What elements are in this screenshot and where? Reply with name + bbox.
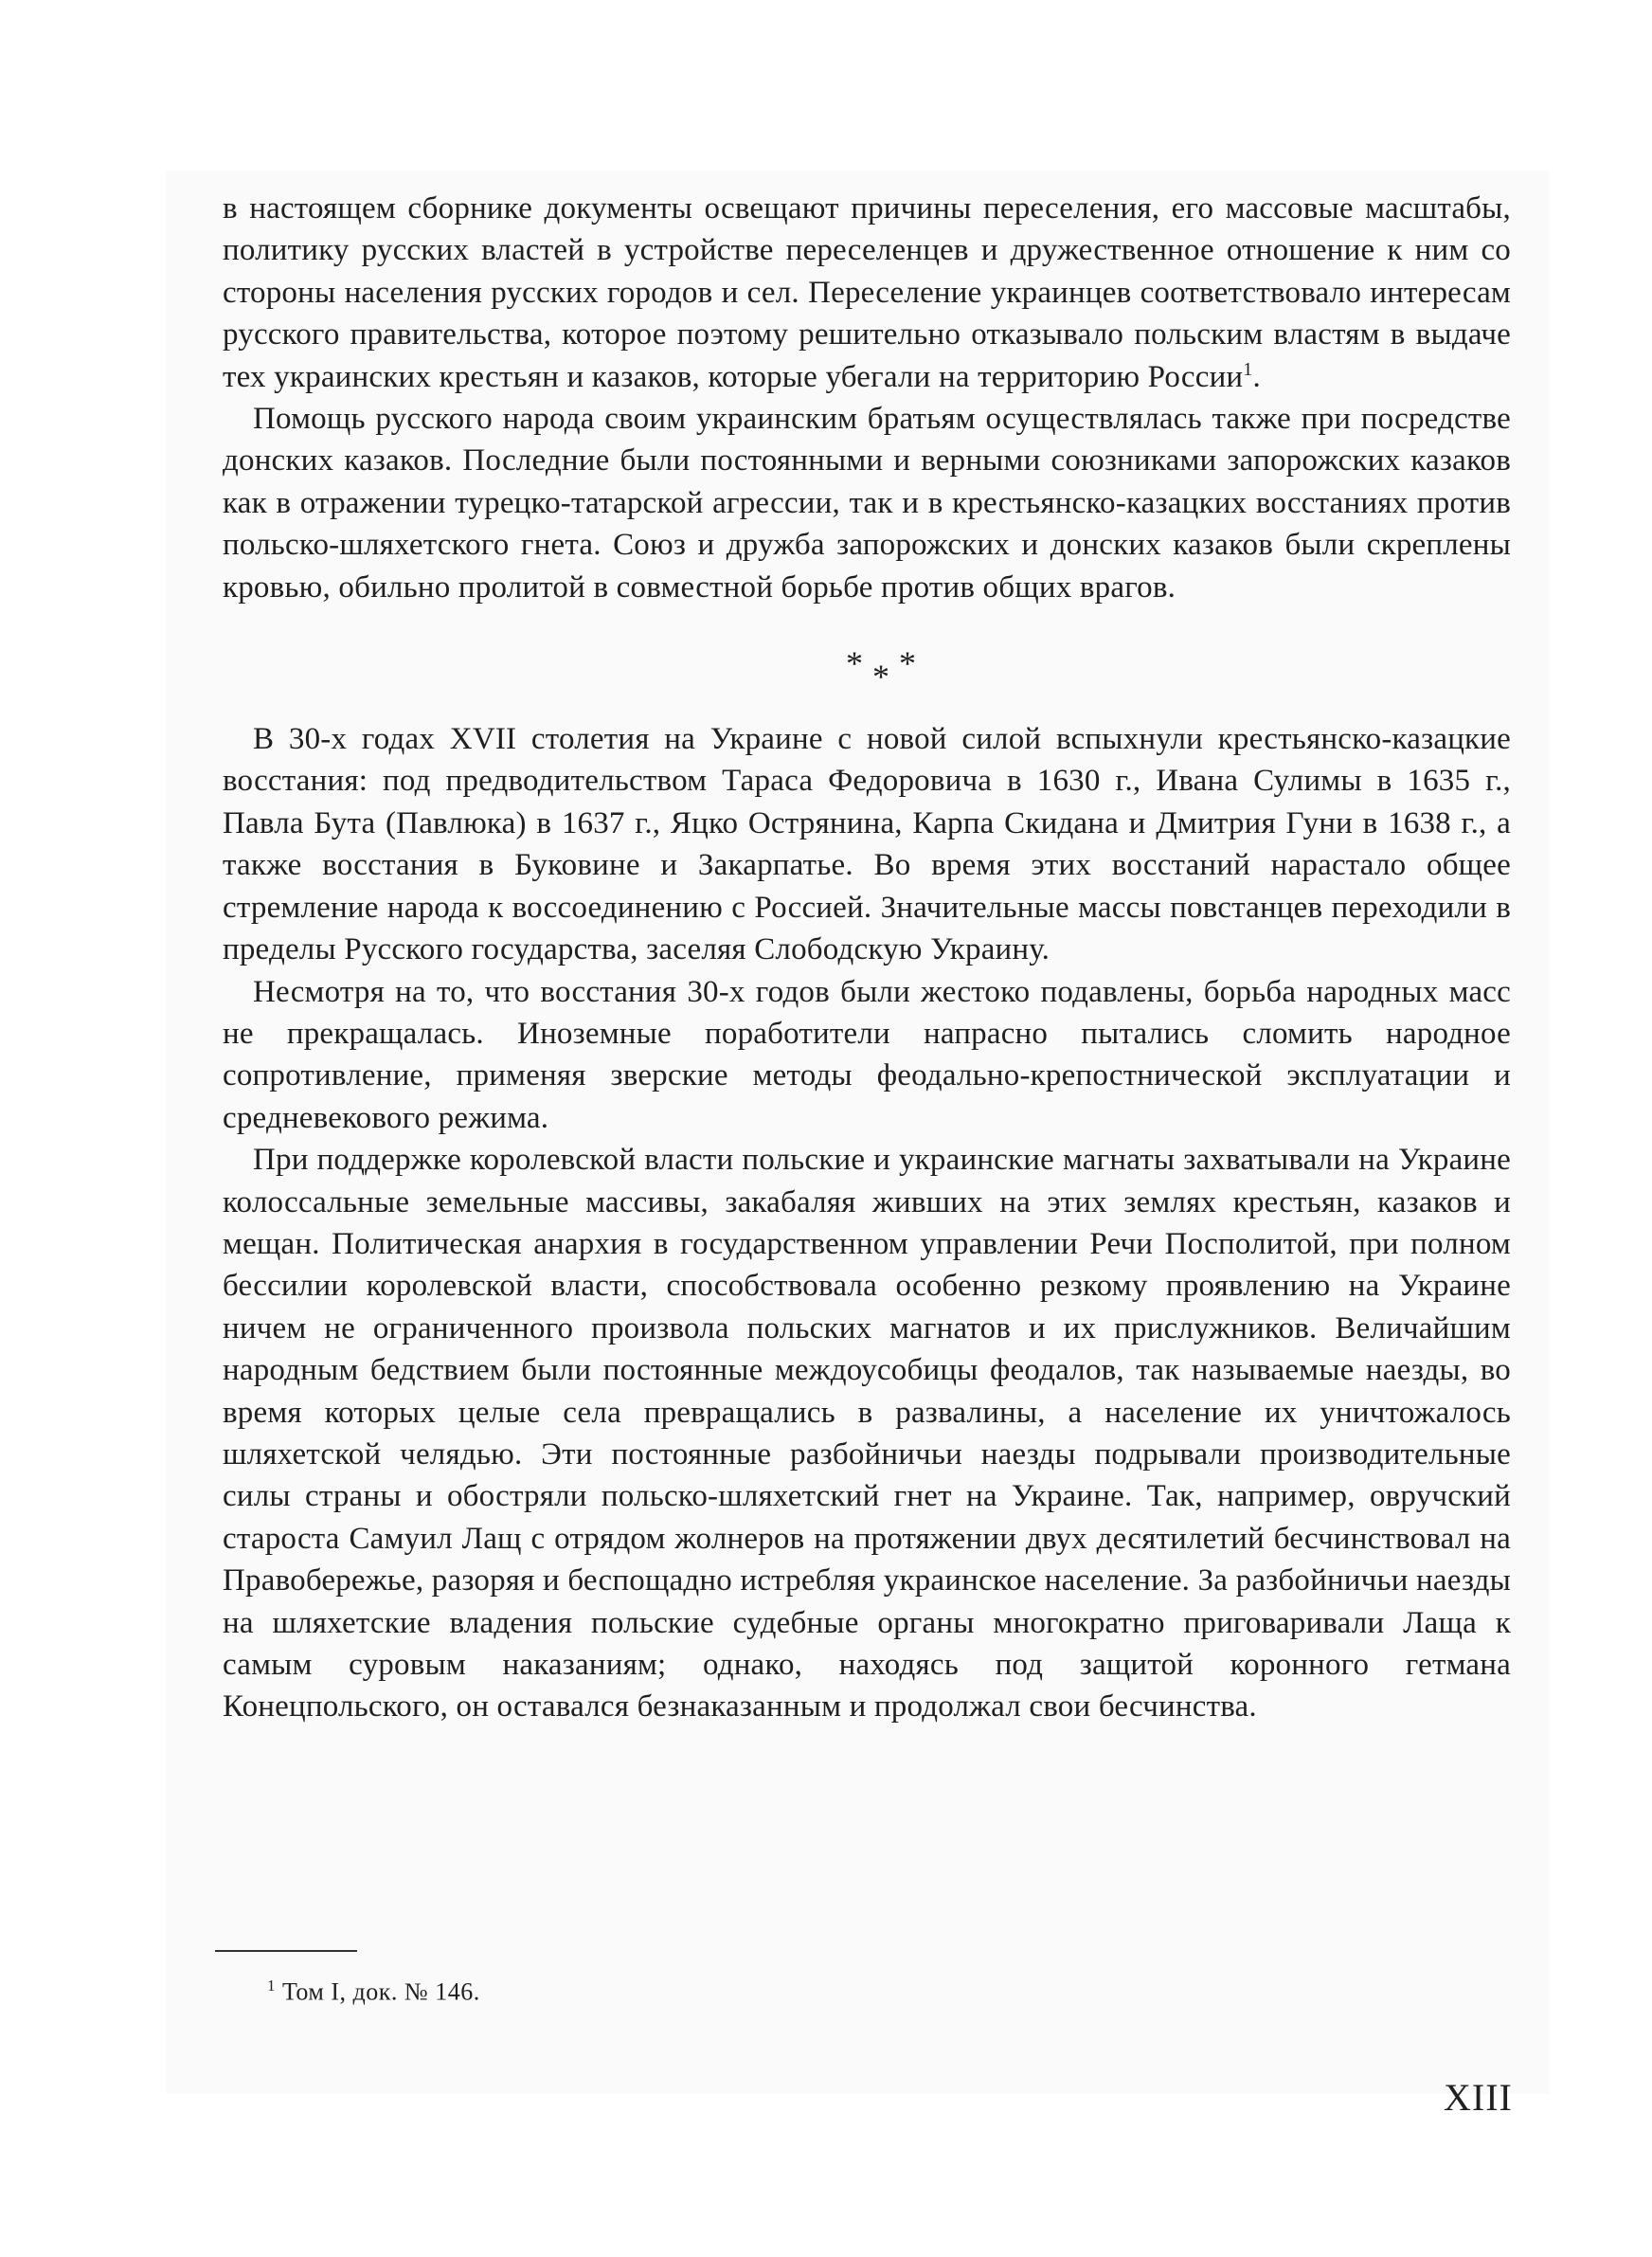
main-text	[223, 188, 1511, 1728]
footnote-marker: 1	[267, 1977, 276, 1995]
footnote-text: Том I, док. № 146.	[282, 1977, 480, 2006]
separator-asterisk-left: *	[846, 644, 872, 683]
footnote	[267, 1971, 480, 2008]
separator-asterisk-middle: *	[872, 658, 899, 696]
separator-asterisk-right: *	[899, 644, 925, 683]
paragraph-3	[223, 718, 1511, 970]
page-number: XIII	[1444, 2076, 1513, 2119]
paragraph-2-text: Помощь русского народа своим украинским братьям осуществлялась также при посредстве донских казаков. Последние были постоянными и верными союзниками запорожских казаков как в отражении турецко-татарской агрессии, так и в крестьянско-казацких восстаниях против польско-шляхетского гнета. Союз и дружба запорожских и донских казаков были скреплены кровью, обильно пролитой в совместной борьбе против общих врагов.	[223, 402, 1511, 605]
footnote-divider	[215, 1950, 357, 1952]
paragraph-4-text: Несмотря на то, что восстания 30-х годов были жестоко подавлены, борьба народных масс не прекращалась. Иноземные поработители напрасно пытались сломить народное сопротивление, применяя зверские методы феодально-крепостнической эксплуатации и средневекового режима.	[223, 974, 1511, 1135]
paragraph-3-text: В 30-х годах XVII столетия на Украине с новой силой вспыхнули крестьянско-казацкие восстания: под предводительством Тараса Федоровича в 1630 г., Ивана Сулимы в 1635 г., Павла Бута (Павлюка) в 1637 г., Яцко Острянина, Карпа Скидана и Дмитрия Гуни в 1638 г., а также восстания в Буковине и Закарпатье. Во время этих восстаний нарастало общее стремление народа к воссоединению с Россией. Значительные массы повстанцев переходили в пределы Русского государства, заселяя Слободскую Украину.	[223, 722, 1511, 967]
paragraph-5	[223, 1139, 1511, 1728]
paragraph-2	[223, 398, 1511, 608]
paragraph-1-text: в настоящем сборнике документы освещают причины переселения, его массовые масштабы, политику русских властей в устройстве переселенцев и дружественное отношение к ним со стороны населения русских городов и сел. Переселение украинцев соответствовало интересам русского правительства, которое поэтому решительно отказывало польским властям в выдаче тех украинских крестьян и казаков, которые убегали на территорию России	[223, 191, 1511, 394]
section-separator	[223, 608, 1511, 718]
footnote-reference[interactable]: 1	[1243, 358, 1253, 380]
paragraph-4	[223, 971, 1511, 1140]
paragraph-5-text: При поддержке королевской власти польские и украинские магнаты захватывали на Украине колоссальные земельные массивы, закабаляя живших на этих землях крестьян, казаков и мещан. Политическая анархия в государственном управлении Речи Посполитой, при полном бессилии королевской власти, способствовала особенно резкому проявлению на Украине ничем не ограниченного произвола польских магнатов и их прислужников. Величайшим народным бедствием были постоянные междоусобицы феодалов, так называемые наезды, во время которых целые села превращались в развалины, а население их уничтожалось шляхетской челядью. Эти постоянные разбойничьи наезды подрывали производительные силы страны и обостряли польско-шляхетский гнет на Украине. Так, например, овручский староста Самуил Лащ с отрядом жолнеров на протяжении двух десятилетий бесчинствовал на Правобережье, разоряя и беспощадно истребляя украинское население. За разбойничьи наезды на шляхетские владения польские судебные органы многократно приговаривали Лаща к самым суровым наказаниям; однако, находясь под защитой коронного гетмана Конецпольского, он оставался безнаказанным и продолжал свои бесчинства.	[223, 1143, 1511, 1724]
paragraph-1: в настоящем сборнике документы освещают причины переселения, его массовые масштабы, политику русских властей в устройстве переселенцев и дружественное отношение к ним со стороны населения русских городов и сел. Переселение украинцев соответствовало интересам русского правительства, которое поэтому решительно отказывало польским властям в выдаче тех украинских крестьян и казаков, которые убегали на территорию России$^1$.	[223, 191, 1511, 394]
